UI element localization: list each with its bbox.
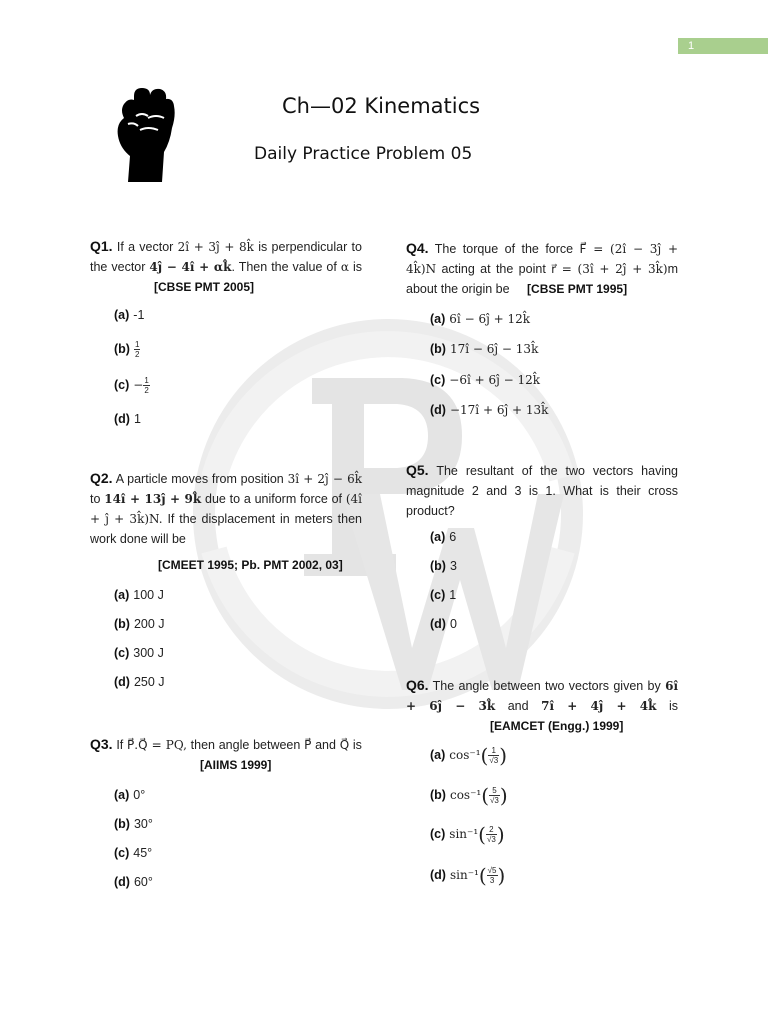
question-5 [406,460,678,521]
option-label: (d) [114,875,130,889]
option-value: 0° [133,788,146,802]
option-a: (a) cos⁻¹( $\frac{1}{√3}$ ) [430,743,507,768]
question-number: Q3. [90,736,113,752]
option-c: (c) sin⁻¹( $\frac{2}{√3}$ ) [430,822,505,847]
option-label: (b) [430,342,446,356]
document-subtitle: Daily Practice Problem 05 [254,144,473,164]
option-label: (a) [430,748,446,762]
option-label: (a) [114,788,130,802]
math-expression: P⃗.Q⃗ = PQ, [127,738,187,752]
option-c [114,376,150,395]
question-number: Q1. [90,238,113,254]
option-label: (d) [430,403,446,417]
option-label: (c) [114,378,130,392]
document-title: Ch—02 Kinematics [282,94,481,118]
option-b [430,340,538,358]
question-text: . Then the value of [231,260,337,274]
option-a [114,786,145,804]
math-expression: 2î + 3ĵ + 8k̂ [177,240,254,254]
option-label: (d) [114,675,130,689]
question-1 [90,236,362,297]
option-label: (a) [430,312,446,326]
question-6 [406,675,678,736]
option-d: (d) sin⁻¹( $\frac{√5}{3}$ ) [430,863,506,888]
question-3 [90,734,362,775]
question-text: A particle moves from position [115,472,284,486]
option-c [114,844,152,862]
option-label: (a) [114,308,130,322]
question-text: If [116,738,124,752]
math-expression: 7î + 4ĵ + 4k̂ [541,699,657,713]
option-label: (a) [430,530,446,544]
option-label: (c) [430,588,446,602]
question-text: is perpendicular to the vector [90,240,362,274]
option-value: 0 [449,617,457,631]
question-text: and [507,699,529,713]
option-d [114,410,141,428]
question-source: [EAMCET (Engg.) 1999] [490,719,624,733]
function-name: sin⁻¹ [449,868,479,882]
option-value: −6î + 6ĵ − 12k̂ [449,373,541,387]
question-number: Q5. [406,462,429,478]
function-name: cos⁻¹ [449,748,481,762]
option-c [430,371,540,389]
function-name: sin⁻¹ [449,827,479,841]
fist-logo-icon [112,86,178,184]
question-source: [CBSE PMT 2005] [154,280,255,294]
option-label: (d) [430,617,446,631]
question-text: is [352,260,362,274]
option-d [114,673,165,691]
option-value: 30° [133,817,153,831]
option-d [430,401,548,419]
question-number: Q2. [90,470,113,486]
fraction: $\frac{√5}{3}$ [487,866,497,886]
option-value: 45° [133,846,153,860]
fraction: $\frac{1}{2}$ [144,376,149,396]
option-c [114,644,164,662]
option-a [430,528,456,546]
question-text: m about the origin be [406,262,678,296]
fraction: $\frac{2}{√3}$ [486,825,496,845]
math-expression: Q⃗ [339,738,350,752]
question-text: to [90,492,101,506]
question-text: The resultant of the two vectors having magnitude 2 and 3 is 1. What is their cross product? [406,464,678,518]
math-expression: 14î + 13ĵ + 9k̂ [104,492,202,506]
question-source: [AIIMS 1999] [200,758,272,772]
option-d [430,615,457,633]
question-text: due to a uniform force of [205,492,343,506]
option-value: 6 [449,530,457,544]
math-expression: r⃗ = (3î + 2ĵ + 3k̂) [551,262,668,276]
option-label: (b) [114,817,130,831]
option-value: 200 J [133,617,165,631]
option-label: (c) [114,646,130,660]
option-label: (d) [430,868,446,882]
question-text: and [315,738,336,752]
option-label: (b) [114,617,130,631]
question-text: is [352,738,362,752]
math-expression: 6î + 6ĵ − 3k̂ [406,679,679,713]
option-value: 250 J [133,675,165,689]
option-a [114,586,164,604]
option-prefix: − [133,378,144,392]
option-b [114,340,140,359]
option-value: 17î − 6ĵ − 13k̂ [449,342,539,356]
question-source: [CMEET 1995; Pb. PMT 2002, 03] [158,558,343,572]
option-value: -1 [133,308,145,322]
option-label: (b) [114,342,130,356]
option-d [114,873,153,891]
page-number: 1 [688,40,695,52]
question-number: Q6. [406,677,429,693]
option-label: (a) [114,588,130,602]
option-b: (b) cos⁻¹( $\frac{5}{√3}$ ) [430,783,508,808]
question-2 [90,468,362,549]
option-value: −17î + 6ĵ + 13k̂ [449,403,549,417]
option-value: 3 [449,559,457,573]
fraction: $\frac{5}{√3}$ [490,786,499,806]
option-value: 60° [133,875,153,889]
question-4 [406,238,678,299]
question-text: If a vector [116,240,174,254]
option-value: 1 [449,588,457,602]
function-name: cos⁻¹ [449,788,482,802]
option-value: 1 [133,412,141,426]
option-value: 100 J [133,588,164,602]
option-value: 300 J [133,646,164,660]
math-expression: 4ĵ − 4î + αk̂ [149,260,232,274]
fraction: $\frac{1}{√3}$ [489,746,499,766]
question-number: Q4. [406,240,429,256]
option-b [114,615,165,633]
question-text: If the displacement in meters then work done will be [90,512,362,546]
math-expression: (4î + ĵ + 3k̂)N. [90,492,362,526]
math-expression: F⃗ = (2î − 3ĵ + 4k̂)N [406,242,678,276]
option-b [430,557,457,575]
fraction: $\frac{1}{2}$ [134,340,140,360]
option-value: 6î − 6ĵ + 12k̂ [449,312,531,326]
question-text: then angle between [190,738,301,752]
math-expression: α [340,260,349,274]
option-label: (c) [114,846,130,860]
question-text: The torque of the force [434,242,574,256]
question-text: acting at the point [441,262,546,276]
option-label: (d) [114,412,130,426]
option-a [430,310,530,328]
option-c [430,586,456,604]
option-label: (b) [430,788,446,802]
option-b [114,815,153,833]
question-source: [CBSE PMT 1995] [527,282,628,296]
math-expression: 3î + 2ĵ − 6k̂ [287,472,362,486]
option-a [114,306,144,324]
question-text: The angle between two vectors given by [432,679,661,693]
math-expression: P⃗ [304,738,312,752]
question-text: is [668,699,678,713]
option-label: (b) [430,559,446,573]
option-label: (c) [430,827,446,841]
page-number-tab [678,38,768,54]
option-label: (c) [430,373,446,387]
